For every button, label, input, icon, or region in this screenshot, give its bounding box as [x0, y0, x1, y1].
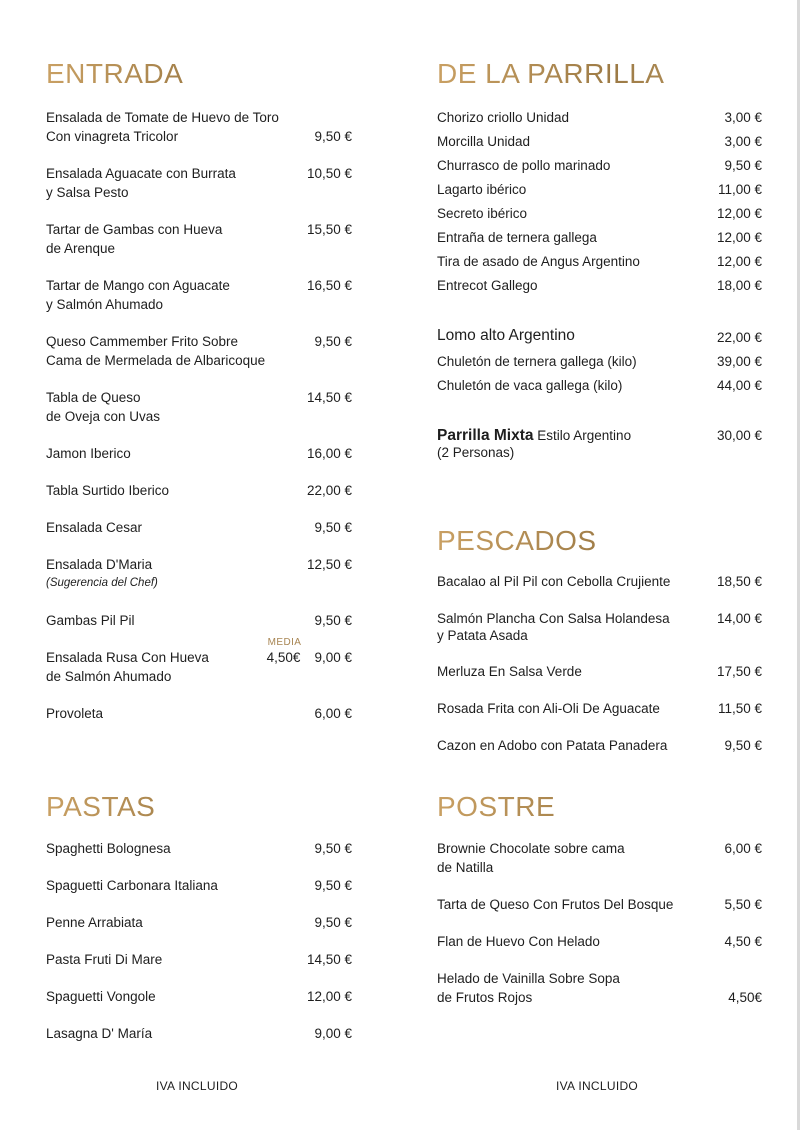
item-price: 12,00 € [306, 989, 352, 1004]
item-price: 9,50 € [314, 129, 352, 144]
tax-included-note-left: IVA INCLUIDO [156, 1079, 239, 1093]
menu-item: Queso Cammember Frito Sobre Cama de Mermelada de Albaricoque 9,50 € [46, 334, 352, 368]
menu-item: Morcilla Unidad 3,00 € [437, 134, 762, 149]
menu-item: Tartar de Gambas con Hueva de Arenque 15,50 € [46, 222, 352, 256]
item-price: 9,50 € [314, 915, 352, 930]
item-price: 12,00 € [716, 254, 762, 269]
menu-item: Tabla de Queso de Oveja con Uvas 14,50 € [46, 390, 352, 424]
item-price: 16,50 € [306, 278, 352, 293]
section-pastas [46, 791, 352, 1061]
section-postre [437, 791, 762, 1025]
menu-item: Spaguetti Vongole 12,00 € [46, 989, 352, 1004]
item-price: 10,50 € [306, 166, 352, 181]
item-price: 12,00 € [716, 230, 762, 245]
item-price: 17,50 € [716, 664, 762, 679]
item-price: 18,50 € [716, 574, 762, 589]
item-price: 4,50€ [728, 990, 762, 1005]
menu-item: Lomo alto Argentino 22,00 € [437, 327, 762, 345]
section-title-parrilla: DE LA PARRILLA [437, 58, 762, 90]
item-price: 9,50 € [724, 738, 762, 753]
section-title-postre: POSTRE [437, 791, 762, 823]
item-price: 9,50 € [724, 158, 762, 173]
menu-item: Lasagna D' María 9,00 € [46, 1026, 352, 1041]
tax-included-note-right: IVA INCLUIDO [556, 1079, 639, 1093]
menu-item: Chorizo criollo Unidad 3,00 € [437, 110, 762, 125]
menu-item: Secreto ibérico 12,00 € [437, 206, 762, 221]
menu-item: Flan de Huevo Con Helado 4,50 € [437, 934, 762, 949]
item-price: 6,00 € [724, 841, 762, 856]
menu-item: Cazon en Adobo con Patata Panadera 9,50 € [437, 738, 762, 753]
menu-item: Merluza En Salsa Verde 17,50 € [437, 664, 762, 679]
menu-item: Gambas Pil Pil 9,50 € [46, 613, 352, 628]
menu-item: Ensalada Aguacate con Burrata y Salsa Pesto 10,50 € [46, 166, 352, 200]
item-price: 12,00 € [716, 206, 762, 221]
menu-item: Ensalada de Tomate de Huevo de Toro Con vinagreta Tricolor 9,50 € [46, 110, 352, 144]
media-label: MEDIA [267, 637, 302, 648]
item-price: 5,50 € [724, 897, 762, 912]
section-title-pastas: PASTAS [46, 791, 352, 823]
menu-item: Churrasco de pollo marinado 9,50 € [437, 158, 762, 173]
menu-item: Chuletón de ternera gallega (kilo) 39,00 € [437, 354, 762, 369]
item-price: 18,00 € [716, 278, 762, 293]
menu-item: Tabla Surtido Iberico 22,00 € [46, 483, 352, 498]
menu-item: Lagarto ibérico 11,00 € [437, 182, 762, 197]
item-price: 9,50 € [314, 878, 352, 893]
item-price: 39,00 € [716, 354, 762, 369]
item-price: 11,00 € [717, 182, 762, 197]
item-price: 9,50 € [314, 334, 352, 349]
menu-item: Salmón Plancha Con Salsa Holandesa y Patata Asada 14,00 € [437, 611, 762, 643]
menu-item: Ensalada Rusa Con Hueva de Salmón Ahumado MEDIA 4,50€ 9,00 € [46, 648, 352, 686]
item-price: 11,50 € [717, 701, 762, 716]
media-price: 4,50€ [266, 650, 301, 665]
item-price: 6,00 € [314, 706, 352, 721]
item-price: 9,00 € [314, 650, 352, 665]
menu-item: Tarta de Queso Con Frutos Del Bosque 5,50 € [437, 897, 762, 912]
item-price: 3,00 € [724, 110, 762, 125]
menu-item: Ensalada D'Maria (Sugerencia del Chef) 12,50 € [46, 555, 352, 593]
menu-item: Spaghetti Bolognesa 9,50 € [46, 841, 352, 856]
item-price: 4,50 € [724, 934, 762, 949]
item-price: 16,00 € [306, 446, 352, 461]
chef-suggestion-note: (Sugerencia del Chef) [46, 577, 158, 589]
section-title-entrada: ENTRADA [46, 58, 352, 90]
menu-item: Penne Arrabiata 9,50 € [46, 915, 352, 930]
section-entrada [46, 58, 352, 741]
item-price: 15,50 € [306, 222, 352, 237]
item-price: 14,50 € [306, 390, 352, 405]
menu-item: Provoleta 6,00 € [46, 706, 352, 721]
item-price: 9,50 € [314, 613, 352, 628]
menu-item: Ensalada Cesar 9,50 € [46, 520, 352, 535]
item-price: 9,00 € [314, 1026, 352, 1041]
item-price: 9,50 € [314, 841, 352, 856]
section-title-pescados: PESCADOS [437, 525, 762, 557]
item-price: 22,00 € [716, 330, 762, 345]
item-price: 12,50 € [306, 557, 352, 572]
menu-item: Tartar de Mango con Aguacate y Salmón Ahumado 16,50 € [46, 278, 352, 312]
item-price: 3,00 € [724, 134, 762, 149]
menu-item: Spaguetti Carbonara Italiana 9,50 € [46, 878, 352, 893]
menu-item: Rosada Frita con Ali-Oli De Aguacate 11,50 € [437, 701, 762, 716]
menu-item-parrilla-mixta: Parrilla Mixta Estilo Argentino (2 Personas) 30,00 € [437, 427, 762, 460]
menu-item: Entraña de ternera gallega 12,00 € [437, 230, 762, 245]
menu-item: Jamon Iberico 16,00 € [46, 446, 352, 461]
item-price: 9,50 € [314, 520, 352, 535]
menu-item: Pasta Fruti Di Mare 14,50 € [46, 952, 352, 967]
section-pescados [437, 525, 762, 773]
item-price: 44,00 € [716, 378, 762, 393]
item-price: 14,00 € [716, 611, 762, 626]
item-price: 30,00 € [716, 428, 762, 443]
menu-item: Chuletón de vaca gallega (kilo) 44,00 € [437, 378, 762, 393]
section-parrilla [437, 58, 762, 465]
menu-item: Entrecot Gallego 18,00 € [437, 278, 762, 293]
menu-item: Tira de asado de Angus Argentino 12,00 € [437, 254, 762, 269]
menu-item: Brownie Chocolate sobre cama de Natilla 6,00 € [437, 841, 762, 875]
item-price: 22,00 € [306, 483, 352, 498]
menu-item: Helado de Vainilla Sobre Sopa de Frutos Rojos 4,50€ [437, 971, 762, 1005]
menu-item: Bacalao al Pil Pil con Cebolla Crujiente 18,50 € [437, 574, 762, 589]
item-price: 14,50 € [306, 952, 352, 967]
